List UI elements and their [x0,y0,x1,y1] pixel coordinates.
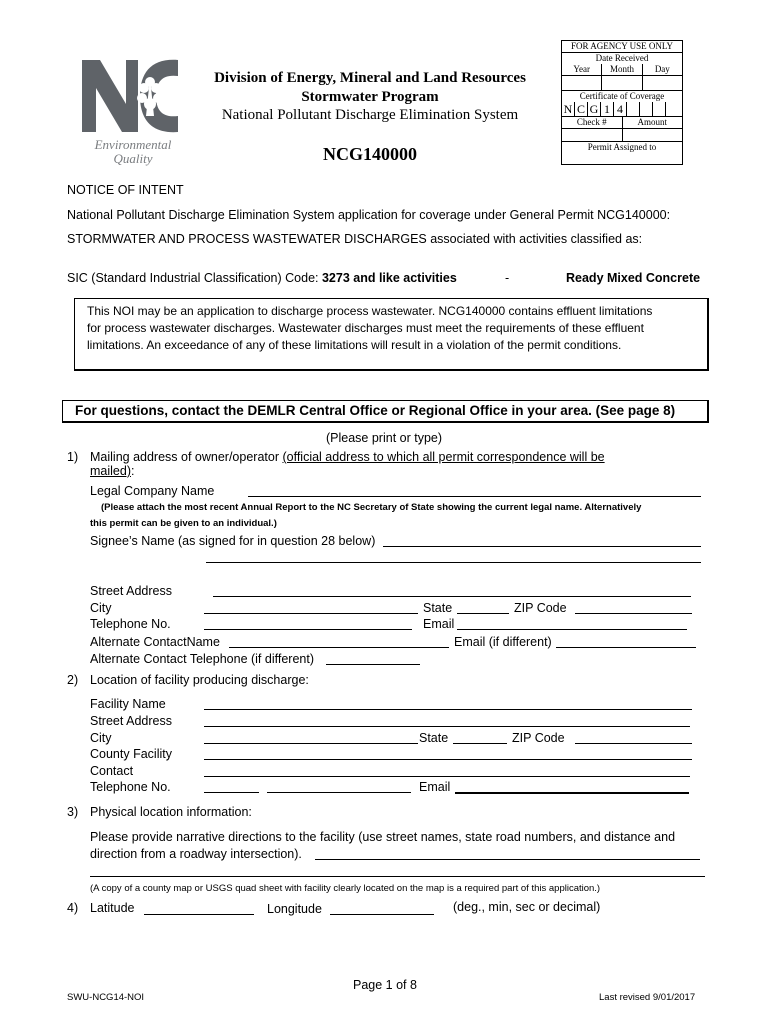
date-received-label: Date Received [595,53,649,63]
alt-email-label: Email (if different) [454,635,552,649]
legal-company-label: Legal Company Name [90,484,215,498]
page-number: Page 1 of 8 [353,978,417,992]
month-field[interactable] [602,76,642,90]
check-label: Check # [562,117,623,128]
header-line1: Division of Energy, Mineral and Land Resources [214,70,526,86]
facility-zip-label: ZIP Code [512,731,565,745]
header-line2: Stormwater Program [301,89,439,105]
q3-number: 3) [67,805,79,819]
sic-dash: - [505,271,510,285]
noi-line1: This NOI may be an application to discharge process wastewater. NCG140000 contains effluent limitations [87,304,653,318]
form-id: SWU-NCG14-NOI [67,992,145,1003]
facility-street-field[interactable] [204,726,690,727]
coverage-label: Certificate of Coverage [579,91,665,101]
ncg-char: 4 [614,102,627,116]
year-label: Year [562,64,602,75]
mail-state-field[interactable] [457,613,509,614]
mail-phone-field[interactable] [204,629,412,630]
alt-phone-field[interactable] [326,664,420,665]
questions-banner-text: For questions, contact the DEMLR Central Office or Regional Office in your area. (See page 8) [75,403,676,418]
mail-street-label: Street Address [90,584,172,598]
county-field[interactable] [204,759,692,760]
q1-text-b: (official address to which all permit correspondence will be [282,450,605,464]
sic-line [67,271,457,285]
q3-text: Physical location information: [90,805,252,819]
alt-contact-field[interactable] [229,647,449,648]
alt-email-field[interactable] [556,647,696,648]
signee-field-2[interactable] [206,562,701,563]
logo-line2: Quality [113,151,153,166]
revised-date: Last revised 9/01/2017 [599,992,696,1003]
mail-email-field[interactable] [457,629,687,630]
longitude-field[interactable] [330,914,434,915]
mail-city-field[interactable] [204,613,418,614]
amount-field[interactable] [623,129,683,141]
facility-street-label: Street Address [90,714,172,728]
month-label: Month [602,64,642,75]
signee-label: Signee’s Name (as signed for in question 28 below) [90,534,376,548]
q1-text-2 [90,464,134,478]
noi-line3: limitations. An exceedance of any of these limitations will result in a violation of the permit conditions. [87,338,622,352]
check-field[interactable] [562,129,623,141]
mail-zip-field[interactable] [575,613,692,614]
q2-text: Location of facility producing discharge: [90,673,309,687]
sic-code: 3273 and like activities [321,271,457,285]
facility-city-field[interactable] [204,743,418,744]
q1-number: 1) [67,450,79,464]
q1-text [90,450,605,464]
noi-line2: for process wastewater discharges. Wastewater discharges must meet the requirements of these effluent [87,321,644,335]
sic-description: Ready Mixed Concrete [566,271,701,285]
day-label: Day [654,64,670,74]
facility-phone-area-field[interactable] [204,792,259,793]
permit-assigned-label: Permit Assigned to [587,142,657,152]
mail-street-field[interactable] [213,596,691,597]
coverage-number-field[interactable] [562,102,682,117]
facility-contact-label: Contact [90,764,134,778]
header-line3: National Pollutant Discharge Elimination System [221,107,519,123]
day-field[interactable] [643,76,682,90]
amount-label: Amount [637,117,667,127]
mail-zip-label: ZIP Code [514,601,567,615]
sic-label: SIC (Standard Industrial Classification) Code: [67,271,322,285]
notice-of-intent: NOTICE OF INTENT [67,183,184,197]
map-note: (A copy of a county map or USGS quad sheet with facility clearly located on the map is a required part of this application.) [90,883,601,894]
attach-note-1: (Please attach the most recent Annual Report to the NC Secretary of State showing the current legal name. Alternatively [101,502,642,513]
ncg-char: C [575,102,588,116]
facility-phone-field[interactable] [267,792,411,793]
facility-city-label: City [90,731,112,745]
directions-line2: direction from a roadway intersection). [90,847,302,861]
alt-phone-label: Alternate Contact Telephone (if different) [90,652,314,666]
county-label: County Facility [90,747,172,761]
intro-line1: National Pollutant Discharge Elimination System application for coverage under General Permit NCG140000: [67,208,671,222]
facility-email-field[interactable] [455,792,689,794]
facility-contact-field[interactable] [204,776,690,777]
questions-banner [62,400,709,423]
ncg-char: G [588,102,601,116]
facility-name-label: Facility Name [90,697,166,711]
latitude-field[interactable] [144,914,254,915]
year-field[interactable] [562,76,602,90]
facility-zip-field[interactable] [575,743,692,744]
directions-field-2[interactable] [90,876,705,877]
facility-email-label: Email [419,780,451,794]
alt-contact-label: Alternate ContactName [90,635,220,649]
permit-number: NCG140000 [323,144,417,164]
facility-state-field[interactable] [453,743,507,744]
coordinate-units: (deg., min, sec or decimal) [453,900,601,914]
attach-note-2: this permit can be given to an individual.) [90,518,277,529]
facility-phone-label: Telephone No. [90,780,171,794]
directions-field[interactable] [315,859,700,860]
q1-text-d: : [131,464,135,478]
agency-title: FOR AGENCY USE ONLY [562,41,682,53]
mail-email-label: Email [423,617,455,631]
facility-name-field[interactable] [204,709,692,710]
legal-company-field[interactable] [248,496,701,497]
q2-number: 2) [67,673,79,687]
intro-line2: STORMWATER AND PROCESS WASTEWATER DISCHARGES associated with activities classified as: [67,232,643,246]
q1-text-c: mailed) [90,464,131,478]
q4-number: 4) [67,901,79,915]
nc-logo-icon [80,58,180,134]
agency-use-box [561,40,683,165]
mail-phone-label: Telephone No. [90,617,171,631]
signee-field[interactable] [383,546,701,547]
ncg-char: 1 [601,102,614,116]
ncg-char: N [562,102,575,116]
logo-text [88,138,178,166]
print-note: (Please print or type) [326,431,443,445]
facility-state-label: State [419,731,449,745]
mail-state-label: State [423,601,453,615]
longitude-label: Longitude [267,902,322,916]
logo-line1: Environmental [94,137,172,152]
directions-line1: Please provide narrative directions to the facility (use street names, state road numbers, and distance and [90,830,676,844]
latitude-label: Latitude [90,901,135,915]
mail-city-label: City [90,601,112,615]
noi-info-box [74,298,709,371]
q1-text-a: Mailing address of owner/operator [90,450,283,464]
nc-logo [80,58,180,134]
